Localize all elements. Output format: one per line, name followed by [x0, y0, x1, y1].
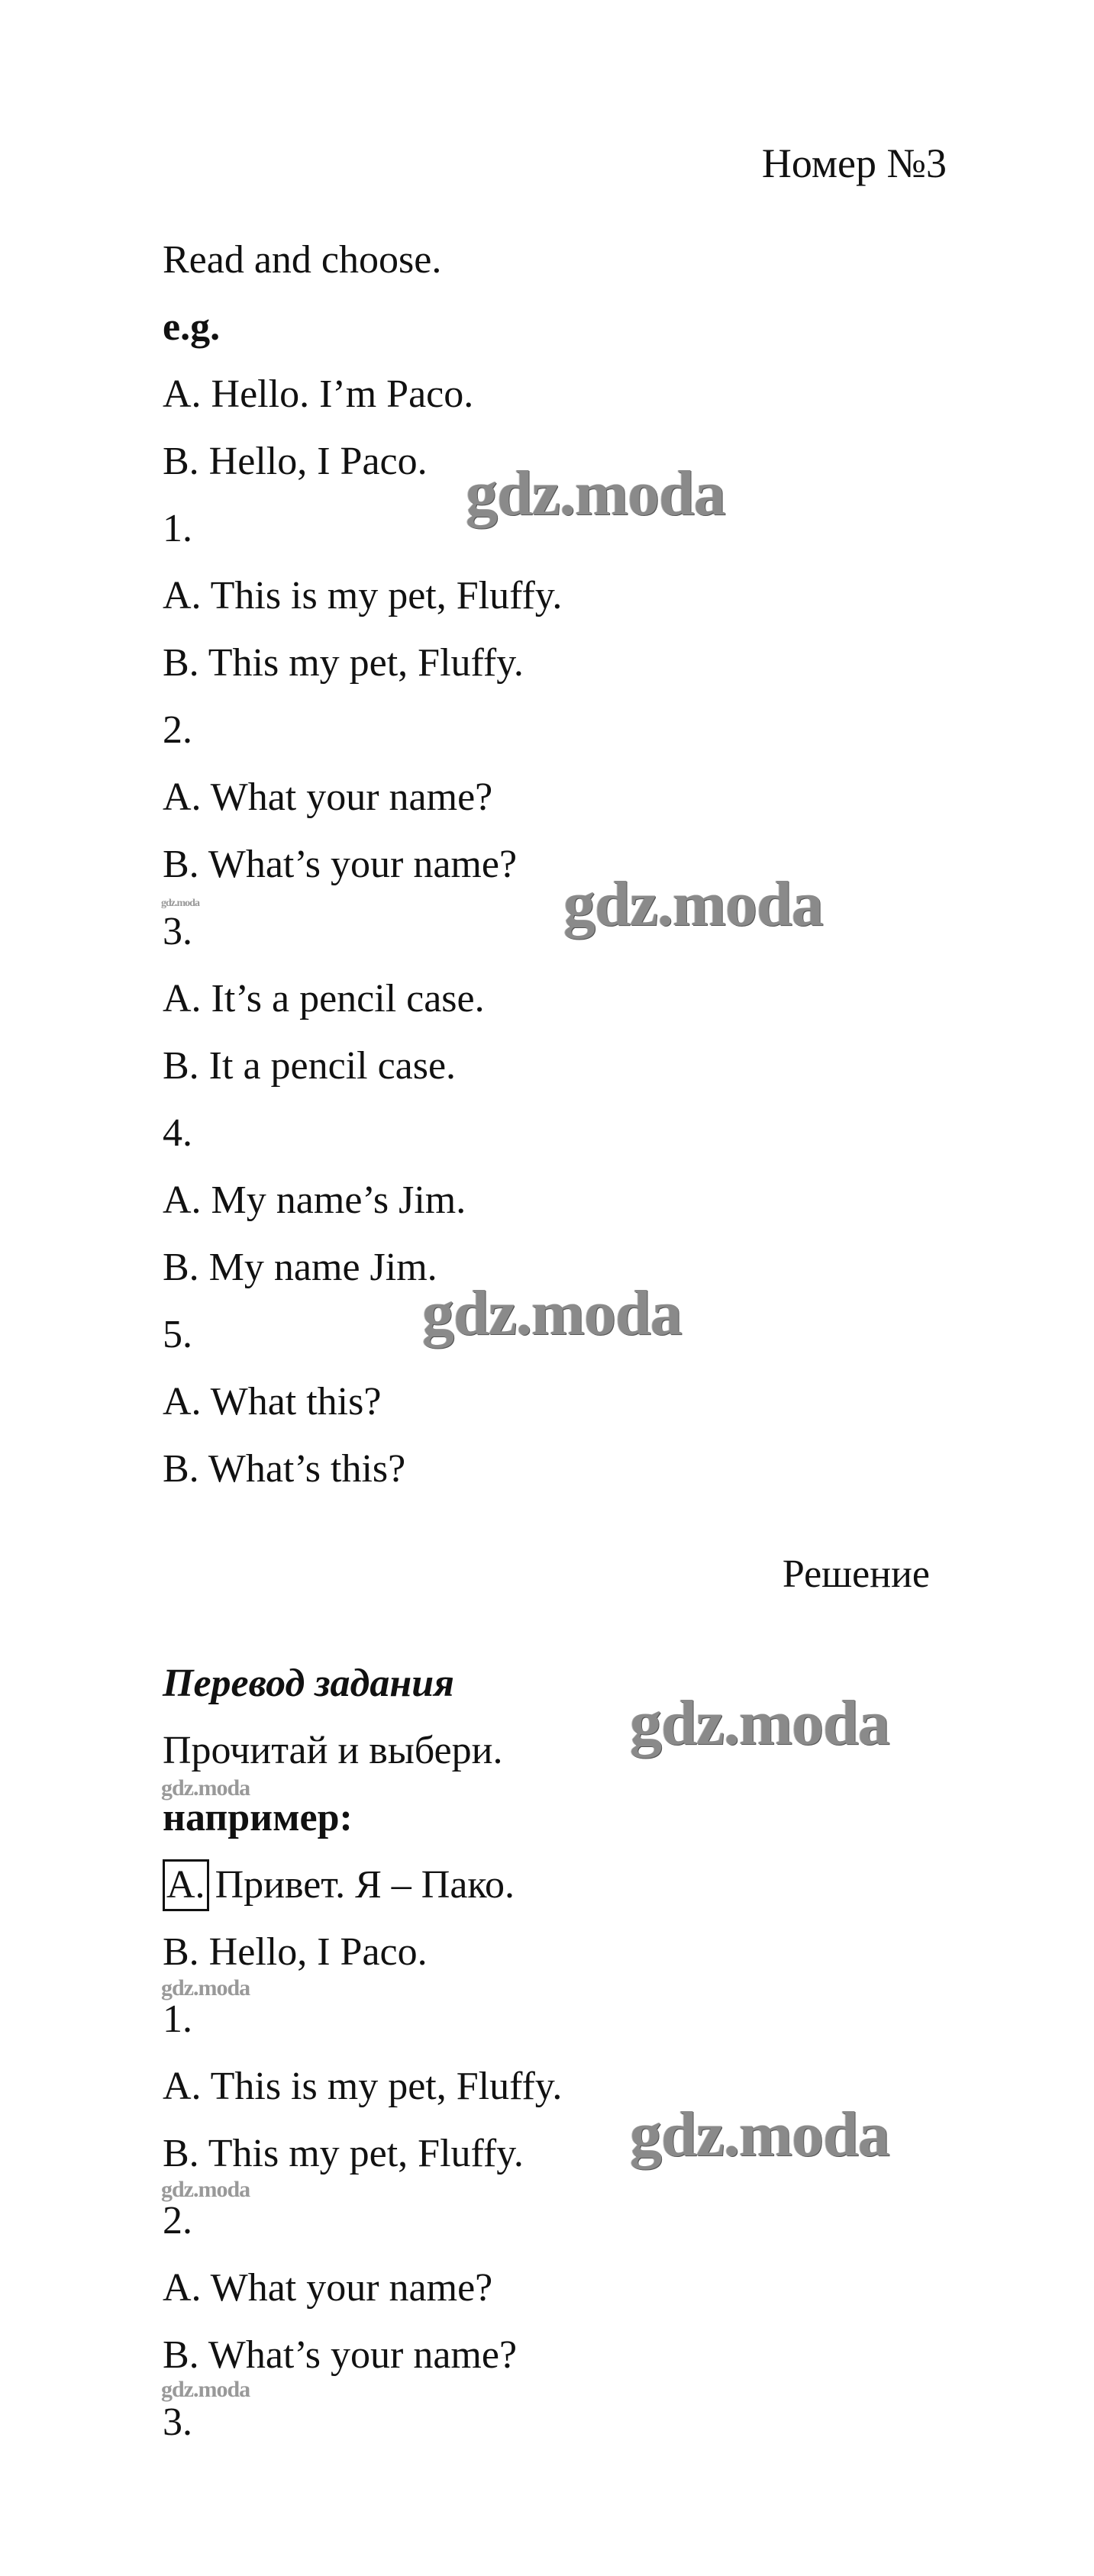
translation-instruction: Прочитай и выбери. [163, 1729, 503, 1772]
watermark: gdz.moda [466, 458, 725, 529]
watermark-small: gdz.moda [161, 1975, 250, 2001]
option-a: A. This is my pet, Fluffy. [163, 2065, 563, 2108]
watermark: gdz.moda [630, 1688, 889, 1759]
option-b: B. Hello, I Paco. [163, 1930, 428, 1974]
option-a: A. It’s a pencil case. [163, 977, 485, 1020]
selected-answer-box: A. [163, 1859, 209, 1911]
item-number: 5. [163, 1313, 192, 1356]
exercise-number: Номер №3 [761, 140, 947, 186]
option-b: B. My name Jim. [163, 1246, 437, 1289]
solution-label: Решение [782, 1552, 930, 1596]
option-b: B. What’s this? [163, 1447, 406, 1491]
watermark-small: gdz.moda [161, 2377, 250, 2402]
task-instruction: Read and choose. [163, 238, 442, 282]
option-b: B. This my pet, Fluffy. [163, 641, 524, 685]
translation-heading: Перевод задания [163, 1662, 454, 1705]
item-number: 4. [163, 1111, 192, 1155]
watermark-small: gdz.moda [161, 2177, 250, 2202]
option-a: A. What your name? [163, 2266, 493, 2310]
solution-block [163, 1650, 1002, 2456]
example-label: e.g. [163, 305, 221, 349]
item-number: 2. [163, 2199, 192, 2242]
watermark-small: gdz.moda [161, 898, 199, 909]
item-number: 2. [163, 708, 192, 752]
option-b: B. It a pencil case. [163, 1044, 457, 1088]
option-a: A. This is my pet, Fluffy. [163, 574, 563, 617]
option-a: A. My name’s Jim. [163, 1178, 466, 1222]
watermark: gdz.moda [630, 2099, 889, 2170]
watermark-small: gdz.moda [161, 1775, 250, 1801]
option-a: A. What your name? [163, 775, 493, 819]
option-a-selected [163, 1852, 1002, 1919]
watermark: gdz.moda [422, 1278, 682, 1349]
option-a-text: Привет. Я – Пако. [215, 1863, 515, 1907]
option-b: B. Hello, I Paco. [163, 440, 428, 483]
option-a: A. Hello. I’m Paco. [163, 372, 474, 416]
example-label: например: [163, 1796, 353, 1839]
option-b: B. What’s your name? [163, 843, 518, 886]
item-number: 3. [163, 2400, 192, 2444]
item-number: 1. [163, 507, 192, 550]
option-a: A. What this? [163, 1380, 382, 1423]
item-number: 1. [163, 1997, 192, 2041]
option-b: B. What’s your name? [163, 2333, 518, 2377]
option-b: B. This my pet, Fluffy. [163, 2132, 524, 2175]
watermark: gdz.moda [563, 869, 823, 940]
item-number: 3. [163, 910, 192, 953]
